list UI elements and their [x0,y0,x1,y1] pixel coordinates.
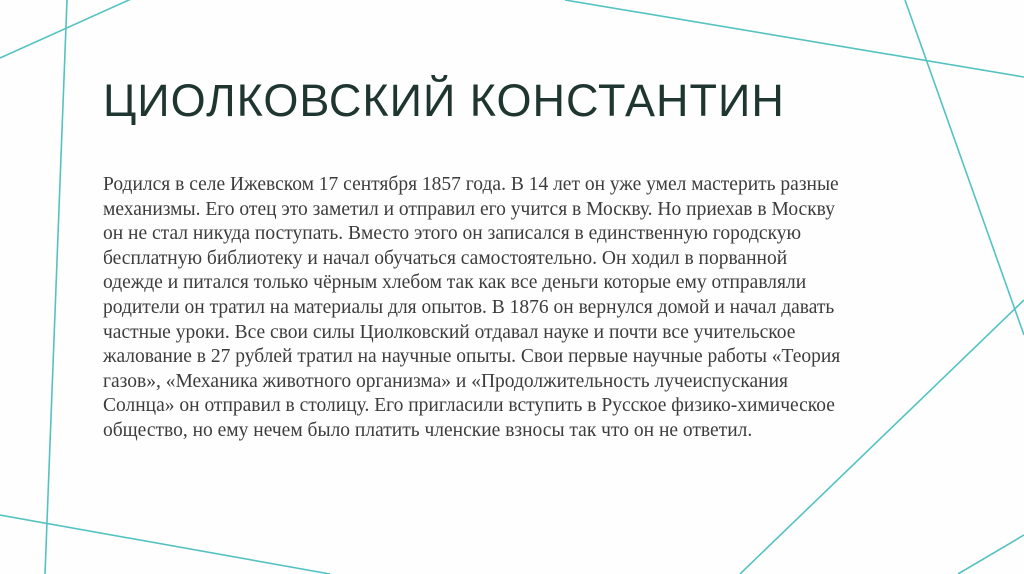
body-text-line: бесплатную библиотеку и начал обучаться самостоятельно. Он ходил в порванной [103,247,788,269]
body-text-line: Родился в селе Ижевском 17 сентября 1857 года. В 14 лет он уже умел мастерить разные [103,174,839,195]
body-text-line: родители он тратил на материалы для опытов. В 1876 он вернулся домой и начал давать [103,296,835,318]
body-text-line: Солнца» он отправил в столицу. Его пригласили вступить в Русское физико-химическое [103,395,835,417]
decorative-line [0,0,140,58]
body-text-line: он не стал никуда поступать. Вместо этого он записался в единственную городскую [103,223,802,245]
decorative-line [958,535,1024,574]
body-text-line: частные уроки. Все свои силы Циолковский отдавал науке и почти все учительское [103,321,796,343]
body-text-line: общество, но ему нечем было платить членские взносы так что он не ответил. [103,419,753,441]
slide-title: ЦИОЛКОВСКИЙ КОНСТАНТИН [103,75,785,126]
decorative-line [45,0,67,574]
body-text-line: жалование в 27 рублей тратил на научные опыты. Свои первые научные работы «Теория [103,346,841,368]
body-text-line: одежде и питался только чёрным хлебом так как все деньги которые ему отправляли [103,272,807,294]
body-text-line: газов», «Механика животного организма» и «Продолжительность лучеиспускания [103,370,789,392]
decorative-line [0,515,330,574]
body-text-line: механизмы. Его отец это заметил и отправил его учится в Москву. Но приехав в Москву [103,198,835,220]
slide-body-text [103,173,923,444]
decorative-line [565,0,1024,77]
